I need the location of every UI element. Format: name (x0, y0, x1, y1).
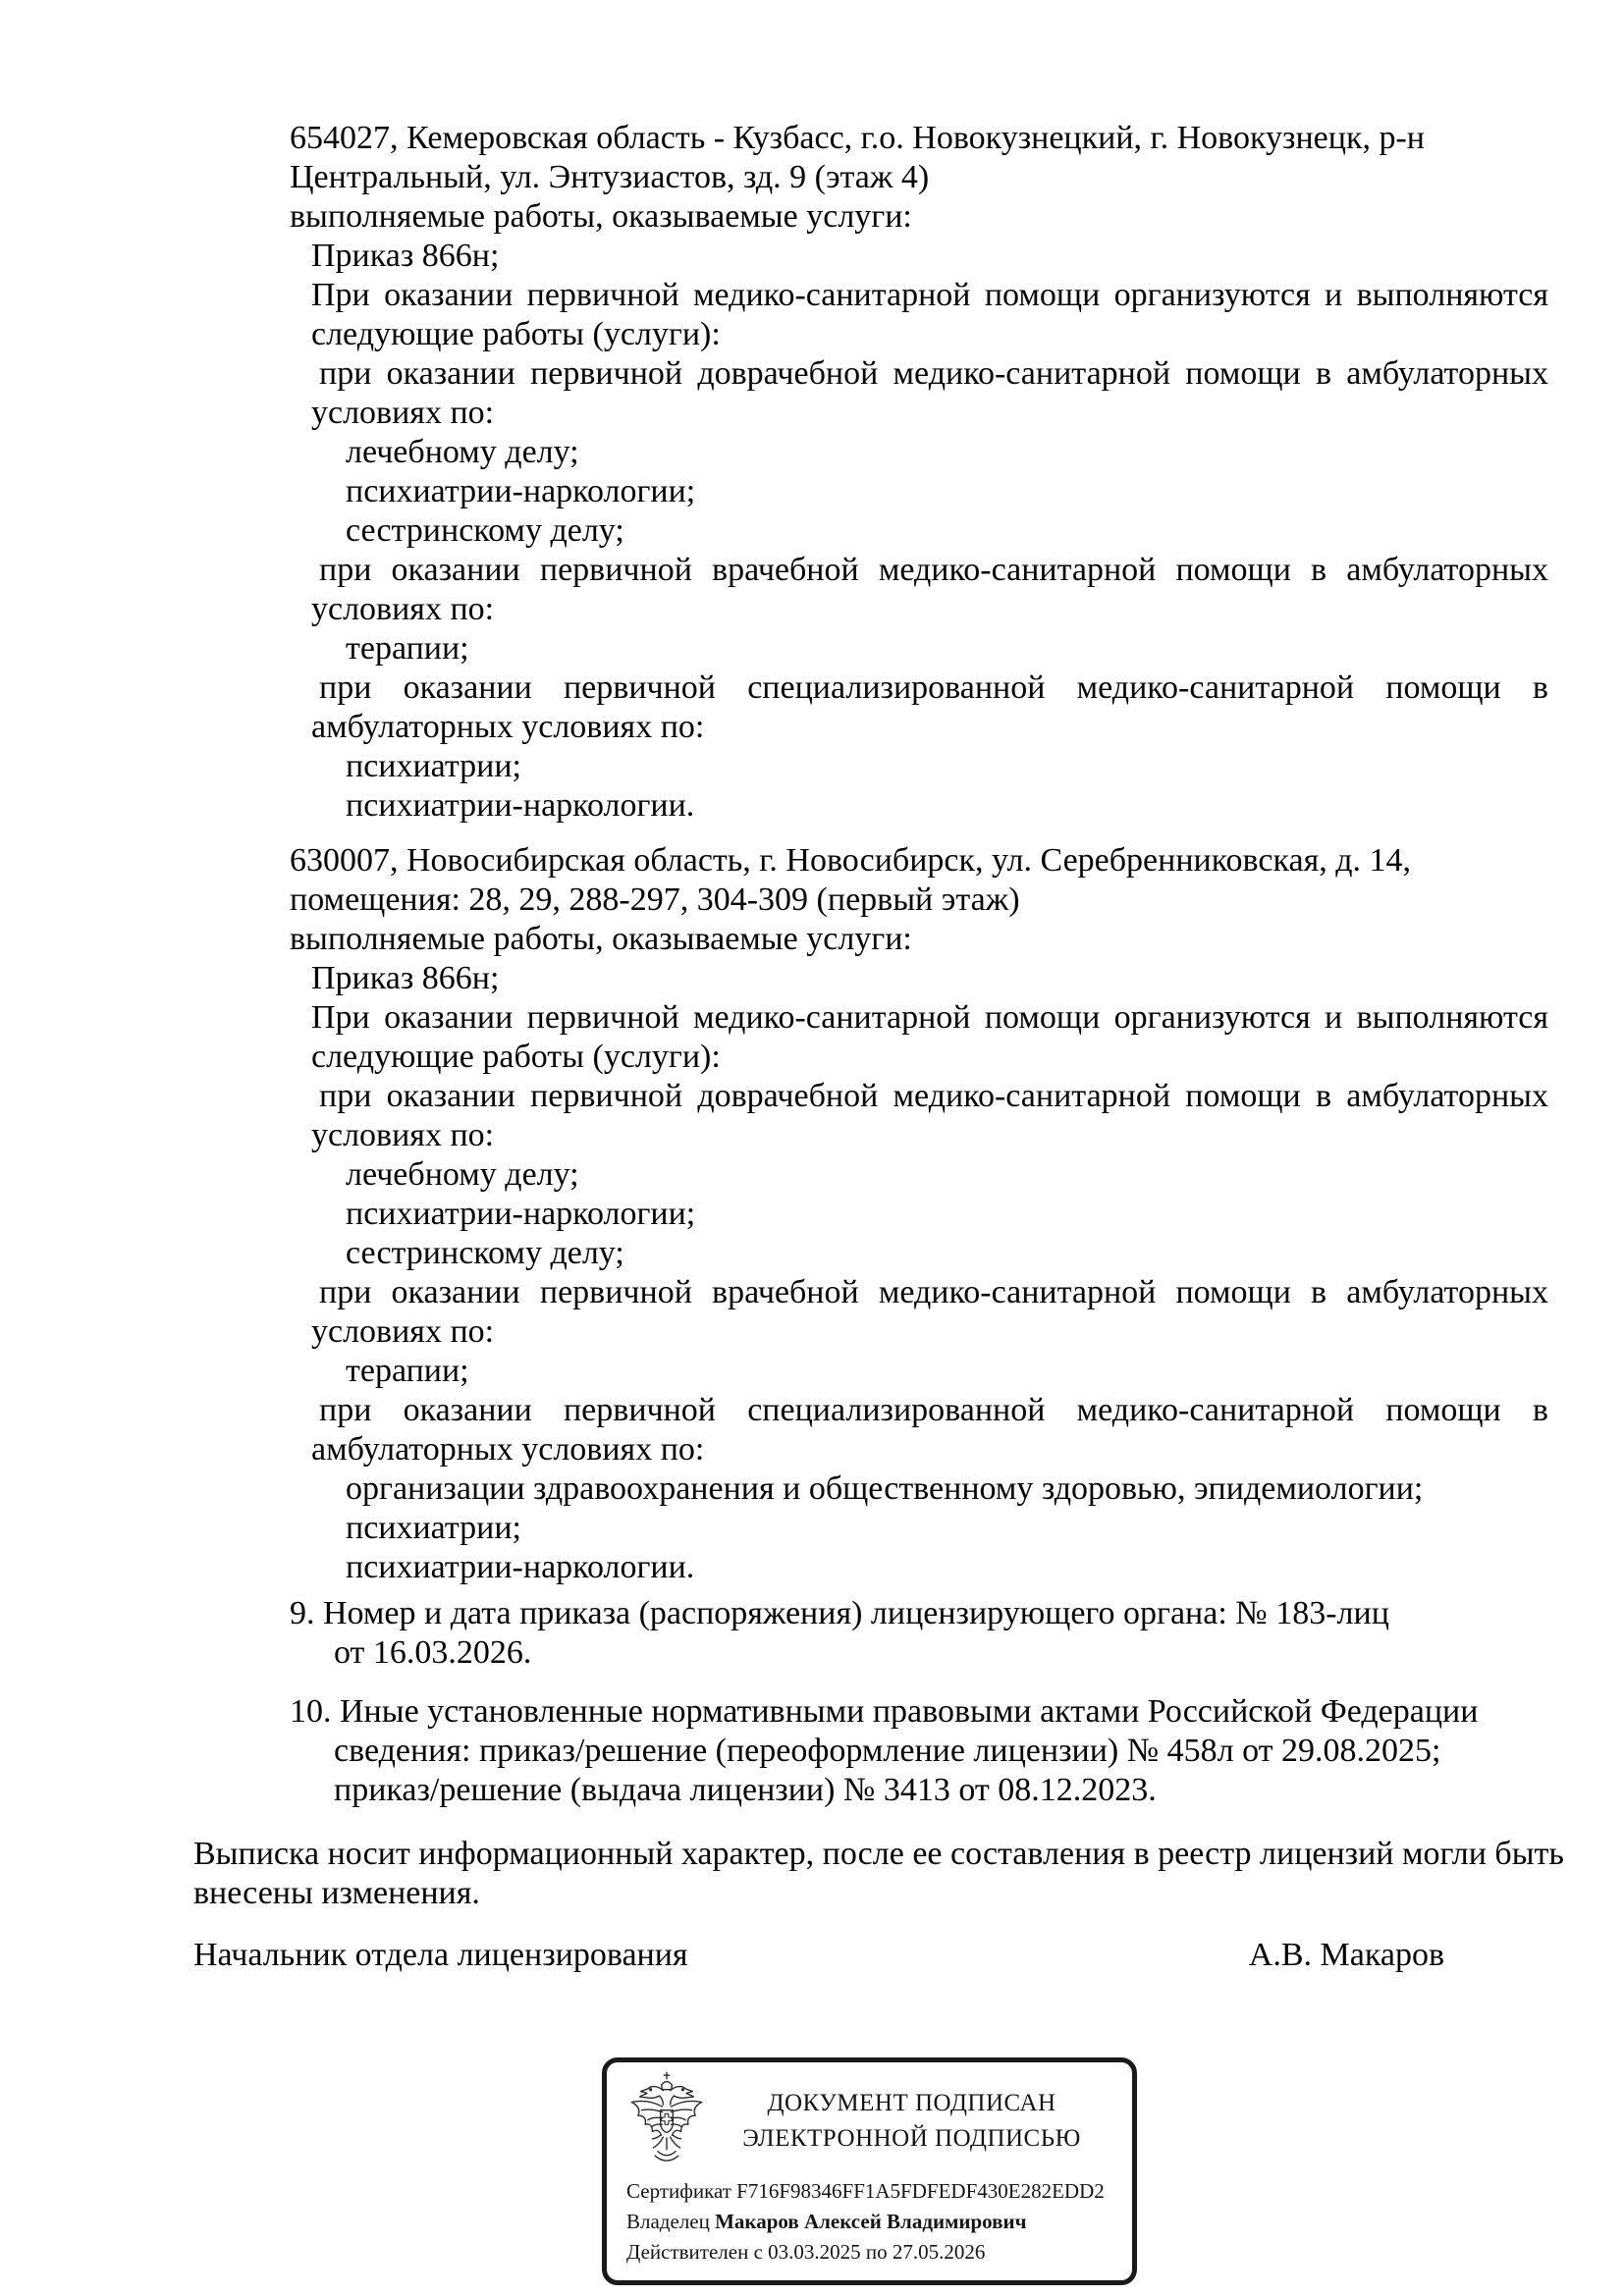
text-line: условиях по: (311, 1313, 495, 1350)
stamp-header (607, 2062, 1132, 2174)
text-line: выполняемые работы, оказываемые услуги: (290, 921, 912, 957)
text-line: следующие работы (услуги): (311, 1039, 721, 1075)
text-line: условиях по: (311, 1117, 495, 1153)
stamp-title-line1: ДОКУМЕНТ ПОДПИСАН (767, 2090, 1056, 2116)
license-site-block-1 (290, 119, 1548, 826)
text-line: организации здравоохранения и общественному здоровью, эпидемиологии; (346, 1470, 1424, 1507)
text-line: при оказании первичной врачебной медико-санитарной помощи в амбулаторных (319, 1274, 1548, 1310)
text-line: при оказании первичной специализированной медико-санитарной помощи в (319, 1392, 1548, 1428)
license-site-block-2 (290, 841, 1548, 1587)
text-line: при оказании первичной специализированной медико-санитарной помощи в (319, 669, 1548, 706)
stamp-info (607, 2174, 1132, 2268)
text-line: амбулаторных условиях по: (311, 1431, 705, 1468)
certificate-value: F716F98346FF1A5FDFEDF430E282EDD2 (736, 2179, 1105, 2203)
text-line: Выписка носит информационный характер, после ее составления в реестр лицензий могли быть (193, 1836, 1564, 1872)
text-line: выполняемые работы, оказываемые услуги: (290, 198, 912, 235)
text-line: психиатрии-наркологии; (346, 1196, 696, 1232)
text-line: условиях по: (311, 591, 495, 627)
signer-name: А.В. Макаров (1248, 1937, 1444, 1973)
text-line: сведения: приказ/решение (переоформление лицензии) № 458л от 29.08.2025; (334, 1733, 1441, 1769)
text-line: терапии; (346, 1353, 469, 1389)
text-line: помещения: 28, 29, 288-297, 304-309 (первый этаж) (290, 881, 1020, 918)
text-line: психиатрии; (346, 1510, 521, 1546)
text-line: Центральный, ул. Энтузиастов, зд. 9 (этаж 4) (290, 159, 930, 195)
text-line: 630007, Новосибирская область, г. Новосибирск, ул. Серебренниковская, д. 14, (290, 842, 1412, 879)
text-line: При оказании первичной медико-санитарной помощи организуются и выполняются (311, 277, 1548, 313)
owner-row (626, 2207, 1116, 2237)
text-line: лечебному делу; (346, 1156, 579, 1193)
informational-note (193, 1835, 1588, 1913)
text-line: 10. Иные установленные нормативными правовыми актами Российской Федерации (290, 1693, 1479, 1730)
double-headed-eagle-icon (626, 2070, 707, 2174)
text-line: при оказании первичной доврачебной медико-санитарной помощи в амбулаторных (319, 1078, 1548, 1114)
owner-label: Владелец (626, 2210, 710, 2233)
text-line: 654027, Кемеровская область - Кузбасс, г.о. Новокузнецкий, г. Новокузнецк, р-н (290, 120, 1425, 156)
owner-value: Макаров Алексей Владимирович (715, 2210, 1027, 2233)
item-9-order-number (290, 1594, 1548, 1673)
text-line: терапии; (346, 630, 469, 667)
text-line: при оказании первичной врачебной медико-санитарной помощи в амбулаторных (319, 552, 1548, 588)
text-line: условиях по: (311, 395, 495, 431)
text-line: амбулаторных условиях по: (311, 709, 705, 745)
text-line: следующие работы (услуги): (311, 316, 721, 352)
text-line: Приказ 866н; (311, 960, 500, 996)
certificate-label: Сертификат (626, 2179, 731, 2203)
stamp-title-line2: ЭЛЕКТРОННОЙ ПОДПИСЬЮ (742, 2125, 1081, 2152)
certificate-row (626, 2176, 1116, 2207)
validity-row (626, 2237, 1116, 2268)
text-line: сестринскому делу; (346, 512, 624, 549)
stamp-title (707, 2070, 1116, 2174)
item-10-other-info (290, 1692, 1548, 1810)
text-line: сестринскому делу; (346, 1235, 624, 1271)
validity-value: с 03.03.2025 по 27.05.2026 (753, 2240, 986, 2264)
text-line: от 16.03.2026. (334, 1634, 532, 1671)
text-line: психиатрии-наркологии. (346, 1549, 695, 1585)
signer-title: Начальник отдела лицензирования (193, 1937, 688, 1973)
electronic-signature-stamp (602, 2057, 1137, 2285)
signature-row (193, 1936, 1444, 1975)
text-line: При оказании первичной медико-санитарной помощи организуются и выполняются (311, 999, 1548, 1036)
text-line: лечебному делу; (346, 434, 579, 470)
text-line: Приказ 866н; (311, 238, 500, 274)
validity-label: Действителен (626, 2240, 749, 2264)
text-line: психиатрии; (346, 748, 521, 784)
text-line: 9. Номер и дата приказа (распоряжения) лицензирующего органа: № 183-лиц (290, 1595, 1389, 1631)
text-line: при оказании первичной доврачебной медико-санитарной помощи в амбулаторных (319, 355, 1548, 392)
text-line: психиатрии-наркологии; (346, 473, 696, 509)
text-line: внесены изменения. (193, 1875, 480, 1911)
text-line: приказ/решение (выдача лицензии) № 3413 от 08.12.2023. (334, 1772, 1157, 1808)
text-line: психиатрии-наркологии. (346, 787, 695, 824)
